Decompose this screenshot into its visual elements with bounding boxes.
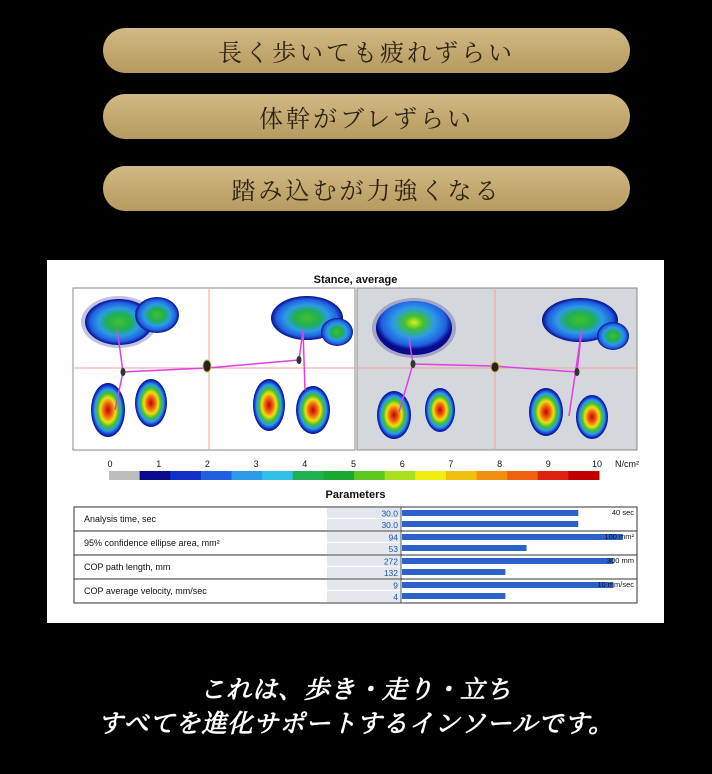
- param-bar-2: [402, 569, 505, 575]
- cop-center-marker: [203, 360, 211, 372]
- scale-swatch: [232, 471, 263, 480]
- param-max-label: 300 mm: [606, 556, 634, 565]
- stance-chart: [47, 260, 664, 623]
- scale-tick-label: 7: [448, 459, 454, 469]
- param-bar-2: [402, 593, 505, 599]
- param-bar-2: [402, 521, 578, 527]
- param-bar-2: [402, 545, 527, 551]
- scale-tick-label: 6: [399, 459, 405, 469]
- scale-swatch: [323, 471, 354, 480]
- param-value-2: 132: [383, 568, 398, 578]
- param-value-2: 53: [388, 544, 398, 554]
- param-max-label: 100 mm²: [604, 532, 634, 541]
- param-value-1: 9: [393, 580, 398, 591]
- feature-pill-1: [103, 28, 630, 73]
- stance-analysis-panel: [47, 260, 664, 623]
- scale-swatch: [385, 471, 416, 480]
- scale-swatch: [201, 471, 232, 480]
- param-label: Analysis time, sec: [84, 514, 157, 524]
- scale-swatch: [538, 471, 569, 480]
- param-bar-1: [402, 582, 614, 588]
- parameters-table: [74, 507, 637, 603]
- scale-swatch: [446, 471, 477, 480]
- scale-tick-label: 10: [591, 459, 603, 469]
- param-label: 95% confidence ellipse area, mm²: [84, 538, 220, 548]
- scale-tick-label: 3: [253, 459, 259, 469]
- feature-pill-3: [103, 166, 630, 211]
- scale-swatch: [507, 471, 538, 480]
- scale-tick-label: 4: [302, 459, 308, 469]
- feature-pill-3-label: 踏み込むが力強くなる: [231, 177, 502, 205]
- scale-tick-label: 9: [545, 459, 551, 469]
- scale-tick-label: 1: [156, 459, 162, 469]
- scale-swatch: [293, 471, 324, 480]
- tagline-line-2: すべてを進化サポートするインソールです。: [97, 709, 615, 738]
- param-bar-1: [402, 558, 614, 564]
- scale-swatch: [140, 471, 171, 480]
- feature-pill-2-label: 体幹がブレずらい: [258, 105, 475, 133]
- param-value-1: 272: [383, 556, 398, 567]
- param-max-label: 40 sec: [611, 508, 634, 517]
- scale-tick-label: 0: [107, 459, 113, 469]
- param-bar-1: [402, 510, 578, 516]
- param-value-2: 4: [393, 592, 398, 602]
- scale-unit: N/cm²: [615, 459, 639, 469]
- feature-pill-2: [103, 94, 630, 139]
- feature-pill-1-label: 長く歩いても疲れずらい: [218, 39, 515, 67]
- parameters-title: Parameters: [325, 489, 386, 501]
- param-value-1: 30.0: [381, 508, 398, 519]
- param-value-1: 94: [388, 532, 398, 543]
- scale-swatch: [109, 471, 140, 480]
- scale-tick-label: 8: [497, 459, 503, 469]
- scale-swatch: [170, 471, 201, 480]
- tagline-line-1: これは、歩き・走り・立ち: [199, 675, 512, 704]
- scale-tick-label: 2: [204, 459, 210, 469]
- param-value-2: 30.0: [381, 520, 398, 530]
- param-max-label: 10 mm/sec: [597, 580, 634, 589]
- stance-title: Stance, average: [313, 274, 398, 286]
- color-scale-ticks: [107, 459, 602, 469]
- param-label: COP average velocity, mm/sec: [84, 586, 207, 596]
- param-bar-1: [402, 534, 623, 540]
- scale-swatch: [477, 471, 508, 480]
- color-scale-bar: [109, 471, 600, 480]
- param-label: COP path length, mm: [84, 562, 171, 572]
- scale-tick-label: 5: [350, 459, 357, 469]
- scale-swatch: [354, 471, 385, 480]
- scale-swatch: [262, 471, 293, 480]
- scale-swatch: [415, 471, 446, 480]
- scale-swatch: [568, 471, 599, 480]
